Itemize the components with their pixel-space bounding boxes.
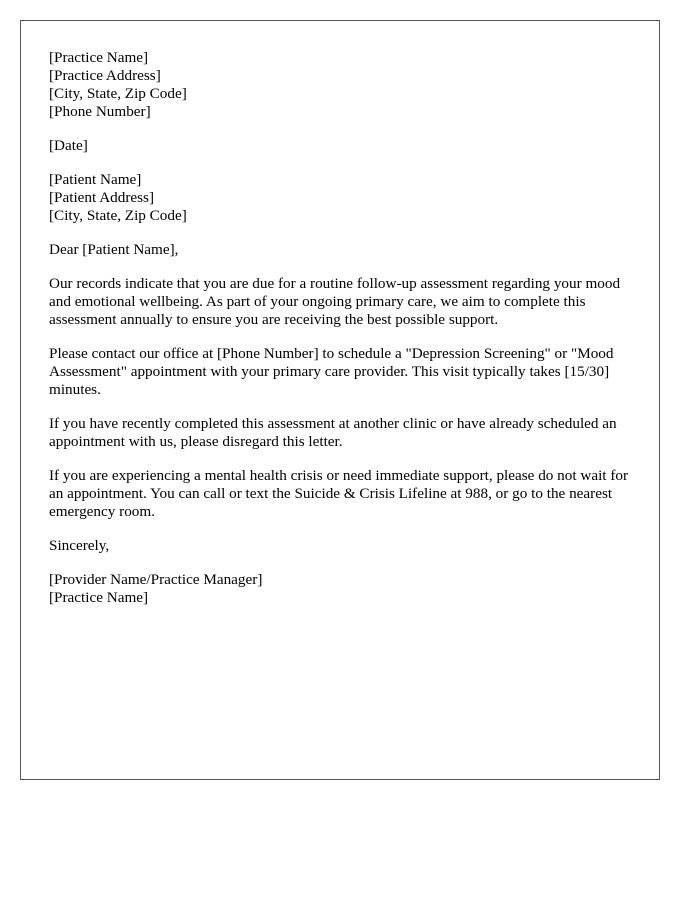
paragraph-schedule-appointment: Please contact our office at [Phone Number] to schedule a "Depression Screening" or "Mood Assessment" appointment with your primary care provider. This visit typically takes [15/30] minutes.	[49, 345, 614, 398]
sender-practice-address: [Practice Address]	[49, 67, 161, 84]
paragraph-assessment-due: Our records indicate that you are due for a routine follow-up assessment regarding your mood and emotional wellbeing. As part of your ongoing primary care, we aim to complete this assessment annually to ensure you are receiving the best possible support.	[49, 275, 621, 328]
recipient-address-block	[49, 171, 634, 225]
date-block	[49, 137, 634, 155]
letter-date: [Date]	[49, 137, 88, 154]
recipient-address: [Patient Address]	[49, 189, 155, 206]
recipient-city-state-zip: [City, State, Zip Code]	[49, 207, 187, 224]
closing-block	[49, 537, 634, 555]
recipient-name: [Patient Name]	[49, 171, 142, 188]
paragraph-crisis-support: If you are experiencing a mental health crisis or need immediate support, please do not wait for an appointment. You can call or text the Suicide & Crisis Lifeline at 988, or go to the nearest emergency room.	[49, 467, 629, 520]
salutation-block	[49, 241, 634, 259]
letter-body	[49, 49, 634, 623]
letter-page	[20, 20, 660, 780]
signature-provider: [Provider Name/Practice Manager]	[49, 571, 263, 588]
signature-practice-name: [Practice Name]	[49, 589, 149, 606]
sender-address-block	[49, 49, 634, 121]
salutation: Dear [Patient Name],	[49, 241, 179, 258]
paragraph-disregard: If you have recently completed this assessment at another clinic or have already scheduled an appointment with us, please disregard this letter.	[49, 415, 617, 450]
sender-phone: [Phone Number]	[49, 103, 151, 120]
closing: Sincerely,	[49, 537, 110, 554]
signature-block	[49, 571, 634, 607]
sender-practice-name: [Practice Name]	[49, 49, 149, 66]
sender-city-state-zip: [City, State, Zip Code]	[49, 85, 187, 102]
